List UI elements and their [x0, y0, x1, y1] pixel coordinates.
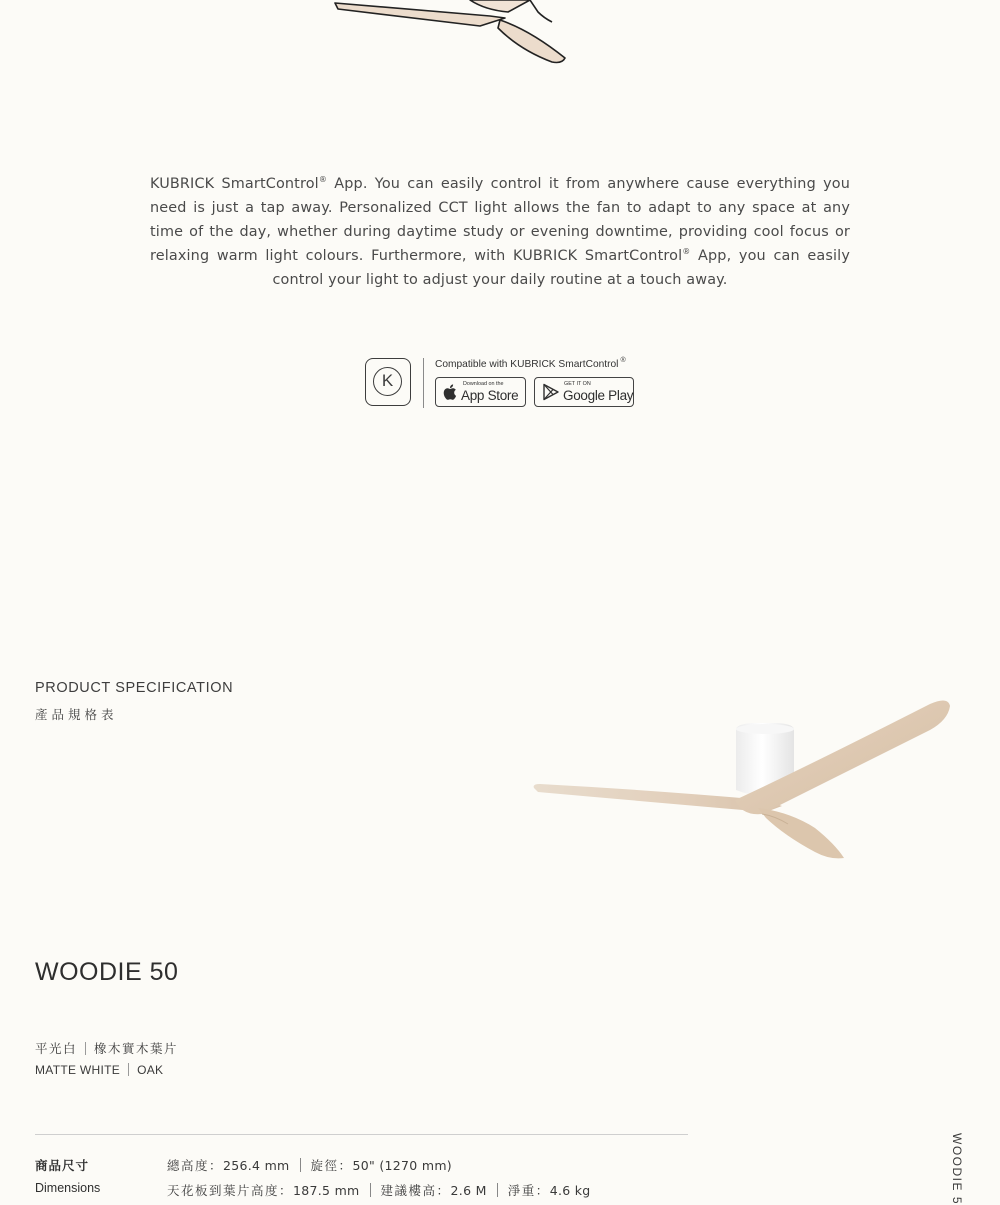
spec-value: 187.5 mm: [293, 1183, 360, 1198]
spec-label: 淨重：: [507, 1183, 550, 1198]
feature-description: [150, 172, 850, 292]
description-part-2: App, you can easily control your light to adjust your daily routine at a touch away.: [272, 248, 850, 288]
finish-en: [35, 1063, 163, 1077]
side-product-label: WOODIE 5: [950, 1133, 964, 1205]
kubrick-logo-letter: K: [373, 367, 402, 396]
spec-value: 4.6 kg: [549, 1183, 591, 1198]
fan-illustration: [330, 0, 570, 70]
finish-body-en: MATTE WHITE: [35, 1063, 121, 1077]
dimensions-row: [167, 1156, 452, 1174]
divider: [300, 1158, 301, 1172]
google-play-label: Google Play: [563, 388, 634, 403]
spec-value: 256.4 mm: [223, 1158, 290, 1173]
divider: [370, 1183, 371, 1197]
description-part-1: App. You can easily control it from anywhere cause everything you need is just a tap away. Personalized CCT light allows the fan to adapt to any space at any time of the day, whether during daytime study or evening downtime, providing cool focus or relaxing warm light colours. Furthermore, with: [150, 176, 850, 264]
dimensions-label-zh: 商品尺寸: [35, 1158, 90, 1173]
divider: [85, 1042, 86, 1055]
registered-mark: ®: [682, 247, 691, 256]
registered-mark: ®: [318, 175, 327, 184]
kubrick-logo-icon: [365, 358, 411, 406]
spec-title-en: PRODUCT SPECIFICATION: [35, 680, 234, 696]
app-store-label: App Store: [461, 388, 519, 403]
spec-label: 天花板到葉片高度：: [167, 1183, 294, 1198]
compatible-text: [435, 357, 626, 370]
section-divider: [35, 1134, 688, 1135]
brand-name: KUBRICK SmartControl: [513, 248, 683, 264]
google-play-icon: [542, 383, 560, 401]
compatible-label: Compatible with KUBRICK SmartControl: [435, 359, 619, 370]
dimensions-row: [167, 1181, 591, 1199]
spec-label: 建議樓高：: [380, 1183, 451, 1198]
divider: [128, 1063, 129, 1076]
spec-title-zh: 產品規格表: [35, 707, 118, 722]
fan-product-image: [530, 690, 960, 870]
registered-mark: ®: [620, 357, 626, 364]
product-name: WOODIE 50: [35, 958, 179, 986]
finish-blade-en: OAK: [137, 1063, 164, 1077]
app-badges: [365, 354, 645, 410]
spec-label: 旋徑：: [310, 1158, 353, 1173]
apple-icon: [443, 383, 459, 401]
brand-name: KUBRICK SmartControl: [150, 176, 319, 192]
divider: [423, 358, 424, 408]
spec-value: 2.6 M: [450, 1183, 487, 1198]
google-play-badge[interactable]: [534, 377, 634, 407]
app-store-small-label: Download on the: [463, 381, 504, 387]
spec-label: 總高度：: [167, 1158, 224, 1173]
finish-zh: [35, 1039, 178, 1057]
finish-blade-zh: 橡木實木葉片: [94, 1041, 179, 1056]
dimensions-label-en: Dimensions: [35, 1181, 101, 1195]
finish-body-zh: 平光白: [35, 1041, 78, 1056]
google-play-small-label: GET IT ON: [564, 381, 591, 387]
divider: [497, 1183, 498, 1197]
app-store-badge[interactable]: [435, 377, 526, 407]
spec-value: 50" (1270 mm): [352, 1158, 452, 1173]
